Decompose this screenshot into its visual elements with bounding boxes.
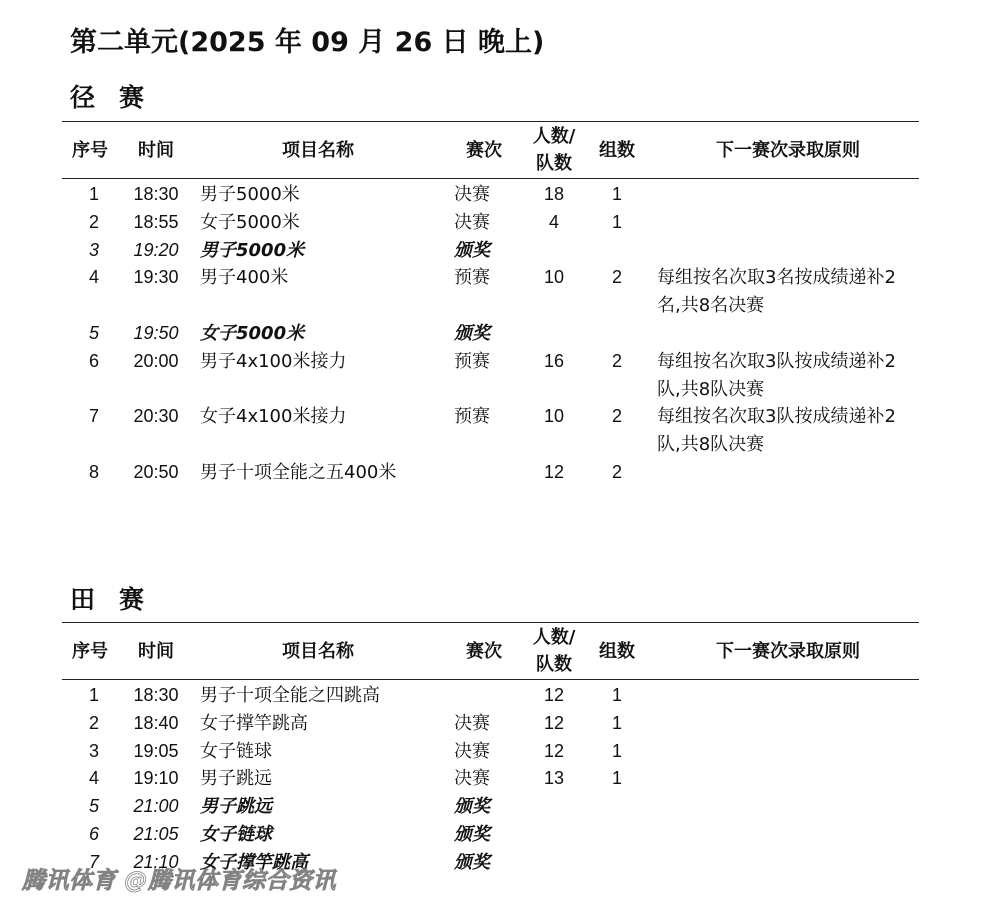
row-groups: 1 bbox=[611, 211, 622, 232]
table-row bbox=[62, 682, 919, 710]
row-count: 16 bbox=[543, 350, 565, 371]
row-groups bbox=[584, 320, 650, 348]
row-time: 19:50 bbox=[133, 322, 179, 343]
row-event: 男子5000米 bbox=[200, 184, 300, 205]
row-rule: 每组按名次取3队按成绩递补2队,共8队决赛 bbox=[657, 350, 896, 400]
row-num: 1 bbox=[88, 685, 99, 705]
header-groups: 组数 bbox=[599, 640, 635, 662]
table-row bbox=[62, 765, 919, 793]
row-num: 6 bbox=[88, 823, 99, 844]
row-groups: 1 bbox=[611, 685, 622, 705]
row-time: 18:55 bbox=[133, 211, 179, 232]
row-time: 20:50 bbox=[133, 461, 179, 482]
row-num: 3 bbox=[88, 740, 99, 761]
table-row bbox=[62, 821, 919, 849]
row-rule: 每组按名次取3名按成绩递补2名,共8名决赛 bbox=[657, 267, 896, 317]
row-rule: 每组按名次取3队按成绩递补2队,共8队决赛 bbox=[657, 406, 896, 456]
row-groups: 2 bbox=[611, 406, 622, 427]
row-num: 4 bbox=[88, 267, 99, 288]
row-round: 颁奖 bbox=[454, 322, 490, 344]
header-time: 时间 bbox=[138, 640, 174, 662]
row-count: 18 bbox=[543, 184, 565, 204]
row-round: 颁奖 bbox=[454, 796, 490, 818]
row-groups: 1 bbox=[611, 740, 622, 761]
row-time: 20:30 bbox=[133, 406, 179, 427]
row-num: 4 bbox=[88, 768, 99, 789]
table-row bbox=[62, 264, 919, 320]
row-count: 12 bbox=[543, 461, 565, 482]
row-count: 13 bbox=[543, 768, 565, 789]
field-table bbox=[62, 622, 919, 877]
header-count-line1: 人数/ bbox=[532, 627, 576, 648]
header-round: 赛次 bbox=[466, 640, 502, 662]
row-num: 3 bbox=[88, 239, 99, 260]
row-num: 2 bbox=[88, 712, 99, 733]
table-row bbox=[62, 320, 919, 348]
row-round: 颁奖 bbox=[454, 823, 490, 845]
row-event: 女子链球 bbox=[200, 823, 272, 845]
row-num: 2 bbox=[88, 211, 99, 232]
row-count: 4 bbox=[548, 211, 559, 232]
row-count: 12 bbox=[543, 712, 565, 733]
row-time: 19:10 bbox=[133, 768, 179, 789]
header-time: 时间 bbox=[138, 139, 174, 161]
row-num: 5 bbox=[88, 796, 99, 817]
row-round bbox=[454, 682, 524, 710]
row-time: 21:10 bbox=[133, 851, 179, 872]
track-table-header bbox=[62, 121, 919, 179]
header-count bbox=[524, 122, 584, 178]
row-event: 男子十项全能之四跳高 bbox=[200, 685, 380, 706]
row-num: 6 bbox=[88, 350, 99, 371]
table-row bbox=[62, 738, 919, 766]
row-count bbox=[524, 821, 584, 849]
header-count-line1: 人数/ bbox=[532, 126, 576, 147]
row-round: 决赛 bbox=[454, 184, 490, 205]
row-time: 18:30 bbox=[133, 685, 179, 705]
row-count bbox=[524, 849, 584, 877]
table-row bbox=[62, 403, 919, 459]
field-rows bbox=[62, 680, 919, 877]
row-groups: 2 bbox=[611, 350, 622, 371]
row-num: 8 bbox=[88, 461, 99, 482]
row-time: 19:05 bbox=[133, 740, 179, 761]
header-round: 赛次 bbox=[466, 139, 502, 161]
row-groups: 2 bbox=[611, 267, 622, 288]
row-event: 男子4x100米接力 bbox=[200, 350, 347, 372]
row-num: 7 bbox=[88, 406, 99, 427]
watermark: 腾讯体育 @腾讯体育综合资讯 bbox=[22, 868, 337, 894]
header-rule: 下一赛次录取原则 bbox=[716, 640, 860, 662]
row-groups: 1 bbox=[611, 768, 622, 789]
row-round bbox=[454, 459, 524, 487]
row-event: 女子5000米 bbox=[200, 211, 300, 233]
row-event: 女子撑竿跳高 bbox=[200, 851, 308, 873]
row-time: 21:05 bbox=[133, 823, 179, 844]
header-rule: 下一赛次录取原则 bbox=[716, 139, 860, 161]
row-count bbox=[524, 237, 584, 265]
table-row bbox=[62, 237, 919, 265]
table-row bbox=[62, 209, 919, 237]
row-round: 颁奖 bbox=[454, 851, 490, 873]
row-num: 7 bbox=[88, 851, 99, 872]
row-round: 预赛 bbox=[454, 267, 490, 289]
row-groups bbox=[584, 237, 650, 265]
table-row bbox=[62, 459, 919, 487]
header-count bbox=[524, 623, 584, 679]
row-num: 1 bbox=[88, 184, 99, 204]
header-num: 序号 bbox=[72, 139, 108, 161]
row-round: 决赛 bbox=[454, 768, 490, 790]
row-event: 女子4x100米接力 bbox=[200, 406, 347, 428]
track-rows bbox=[62, 179, 919, 487]
row-event: 男子400米 bbox=[200, 267, 289, 289]
row-count: 10 bbox=[543, 406, 565, 427]
row-event: 男子十项全能之五400米 bbox=[200, 461, 397, 483]
row-time: 19:20 bbox=[133, 239, 179, 260]
table-row bbox=[62, 793, 919, 821]
row-event: 男子跳远 bbox=[200, 768, 272, 790]
row-time: 20:00 bbox=[133, 350, 179, 371]
header-event: 项目名称 bbox=[282, 640, 354, 662]
header-count-line2: 队数 bbox=[535, 153, 572, 174]
row-time: 18:40 bbox=[133, 712, 179, 733]
row-event: 女子链球 bbox=[200, 740, 272, 762]
header-groups: 组数 bbox=[599, 139, 635, 161]
row-count bbox=[524, 793, 584, 821]
row-groups: 2 bbox=[611, 461, 622, 482]
header-num: 序号 bbox=[72, 640, 108, 662]
row-event: 男子5000米 bbox=[200, 239, 305, 261]
table-row bbox=[62, 348, 919, 404]
row-round: 决赛 bbox=[454, 740, 490, 762]
track-table bbox=[62, 121, 919, 487]
table-row bbox=[62, 181, 919, 209]
track-section-heading: 径赛 bbox=[70, 83, 169, 112]
row-groups bbox=[584, 849, 650, 877]
row-groups bbox=[584, 793, 650, 821]
row-event: 男子跳远 bbox=[200, 796, 272, 818]
row-count: 12 bbox=[543, 685, 565, 705]
row-time: 18:30 bbox=[133, 184, 179, 204]
row-count bbox=[524, 320, 584, 348]
row-round: 决赛 bbox=[454, 712, 490, 734]
row-event: 女子撑竿跳高 bbox=[200, 712, 308, 734]
row-time: 21:00 bbox=[133, 796, 179, 817]
row-round: 颁奖 bbox=[454, 239, 490, 261]
row-groups: 1 bbox=[611, 184, 622, 204]
header-count-line2: 队数 bbox=[535, 654, 572, 675]
table-row bbox=[62, 710, 919, 738]
row-groups: 1 bbox=[611, 712, 622, 733]
row-count: 10 bbox=[543, 267, 565, 288]
row-round: 预赛 bbox=[454, 350, 490, 372]
row-count: 12 bbox=[543, 740, 565, 761]
row-groups bbox=[584, 821, 650, 849]
header-event: 项目名称 bbox=[282, 139, 354, 161]
page-title: 第二单元(2025 年 09 月 26 日 晚上) bbox=[70, 27, 545, 58]
row-event: 女子5000米 bbox=[200, 322, 305, 344]
row-round: 决赛 bbox=[454, 211, 490, 233]
row-round: 预赛 bbox=[454, 406, 490, 428]
row-num: 5 bbox=[88, 322, 99, 343]
field-section-heading: 田赛 bbox=[70, 585, 169, 614]
field-table-header bbox=[62, 622, 919, 680]
row-time: 19:30 bbox=[133, 267, 179, 288]
